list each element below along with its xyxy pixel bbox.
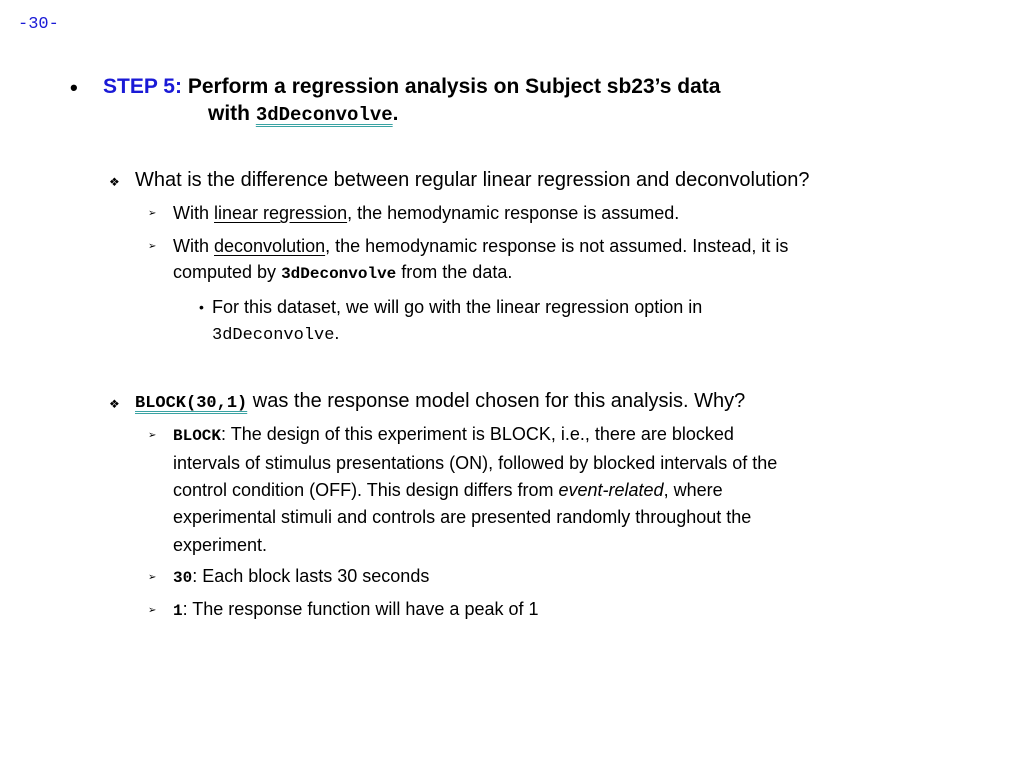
q1-item-deconv-line2-post: from the data. [396, 262, 513, 282]
q1-item-linear-pre: With [173, 203, 215, 223]
item-1 [173, 599, 539, 620]
arrow-bullet-icon: ➢ [148, 208, 157, 219]
q1-subitem-period: . [334, 323, 340, 343]
q1-item-linear [173, 203, 679, 224]
linear-regression-term: linear regression [214, 203, 348, 223]
page-number: -30- [18, 15, 59, 34]
arrow-bullet-icon: ➢ [148, 572, 157, 583]
item-30 [173, 566, 429, 587]
block-item-line5: experiment. [173, 535, 268, 555]
item-1-text: : The response function will have a peak of 1 [182, 599, 539, 619]
event-related-term: event-related [558, 480, 664, 500]
block-item-line3-post: , where [663, 480, 723, 500]
title-bullet-icon: • [70, 75, 78, 100]
block-item-line4: experimental stimuli and controls are presented randomly throughout the [173, 507, 752, 527]
program-name: 3dDeconvolve [281, 265, 397, 283]
block-item-line2: intervals of stimulus presentations (ON), followed by blocked intervals of the [173, 453, 778, 473]
slide-title-line1 [103, 75, 720, 99]
q1-item-linear-post: , the hemodynamic response is assumed. [347, 203, 680, 223]
title-text: Perform a regression analysis on Subject sb23’s data [181, 75, 721, 98]
block-item-line3-pre: control condition (OFF). This design differs from [173, 480, 559, 500]
title-with: with [208, 102, 256, 125]
q1-subitem-line2 [212, 323, 339, 345]
step-label: STEP 5 [103, 75, 175, 98]
arrow-bullet-icon: ➢ [148, 605, 157, 616]
question-1: What is the difference between regular linear regression and deconvolution? [135, 169, 810, 191]
item-30-text: : Each block lasts 30 seconds [192, 566, 430, 586]
block-item-line1 [173, 424, 734, 445]
block-item-line1-text: : The design of this experiment is BLOCK, i.e., there are blocked [221, 424, 734, 444]
code-1: 1 [173, 602, 183, 620]
code-30: 30 [173, 569, 193, 587]
diamond-bullet-icon: ❖ [109, 397, 120, 411]
q1-item-deconv-line2-pre: computed by [173, 262, 282, 282]
program-name: 3dDeconvolve [212, 326, 335, 345]
slide-title-line2 [208, 102, 399, 126]
arrow-bullet-icon: ➢ [148, 241, 157, 252]
diamond-bullet-icon: ❖ [109, 175, 120, 189]
q1-item-deconv-line2 [173, 262, 512, 283]
arrow-bullet-icon: ➢ [148, 430, 157, 441]
step-colon: : [174, 75, 182, 98]
block-item-line3 [173, 480, 723, 501]
q1-item-deconv-post: , the hemodynamic response is not assumed. Instead, it is [325, 236, 789, 256]
block-code: BLOCK [173, 427, 222, 445]
q1-subitem-line1: For this dataset, we will go with the linear regression option in [212, 297, 703, 317]
title-period: . [392, 102, 399, 125]
block-model-code: BLOCK(30,1) [135, 394, 248, 413]
q1-item-deconv-pre: With [173, 236, 215, 256]
question-2-text: was the response model chosen for this analysis. Why? [247, 390, 746, 412]
title-program: 3dDeconvolve [255, 104, 393, 126]
dot-bullet-icon: • [199, 299, 204, 315]
question-2 [135, 390, 745, 413]
q1-item-deconv-line1 [173, 236, 788, 257]
deconvolution-term: deconvolution [214, 236, 326, 256]
